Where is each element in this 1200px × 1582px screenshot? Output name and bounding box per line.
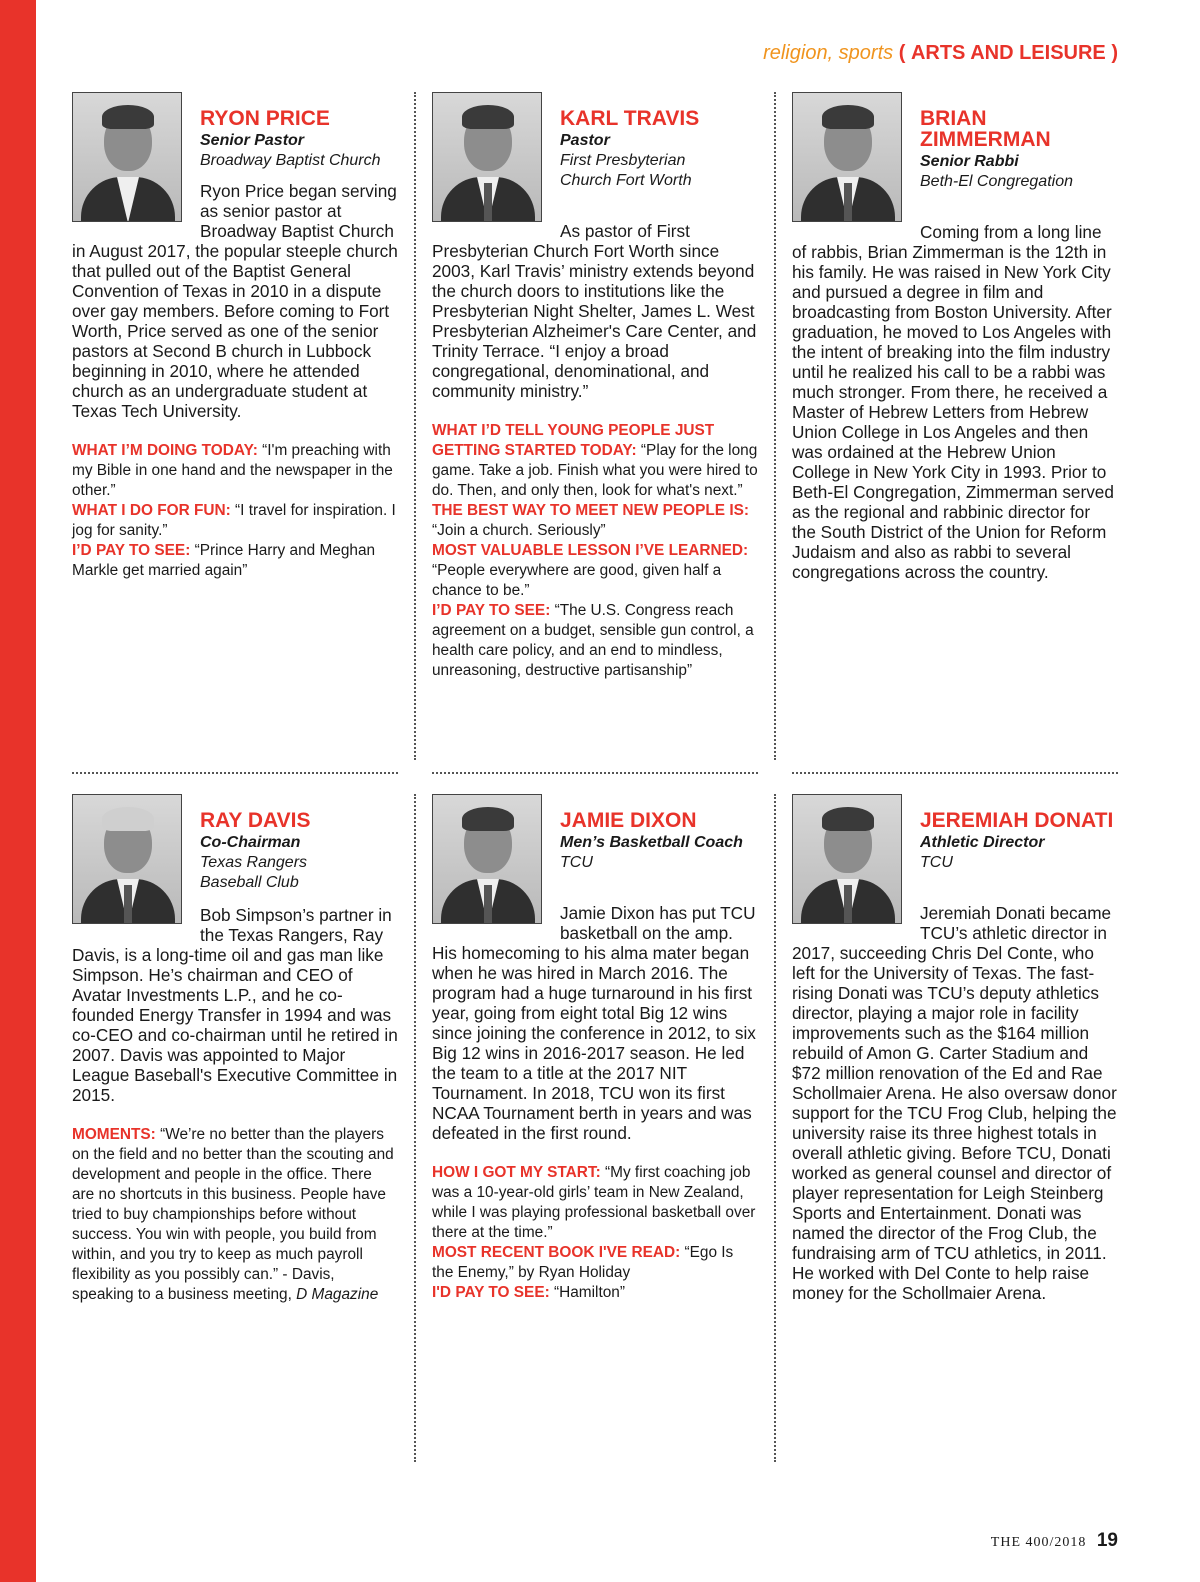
qa-answer: “Ego Is the Enemy,” by Ryan Holiday [432, 1244, 734, 1281]
qa-item [432, 1163, 758, 1243]
qa-label: MOST VALUABLE LESSON I’VE LEARNED: [432, 542, 749, 559]
portrait-photo [792, 794, 902, 924]
qa-answer: “The U.S. Congress reach agreement on a budget, sensible gun control, a health care policy, and an end to mindless, unreasoning, destructive partisanship” [432, 602, 754, 679]
bio-paragraph: Coming from a long line of rabbis, Brian Zimmerman is the 12th in his family. He was raised in New York City and pursued a degree in film and broadcasting from Boston University. After graduation, he moved to Los Angeles with the intent of breaking into the film industry until he realized his call to be a rabbi was much stronger. From there, he received a Master of Hebrew Letters from Hebrew Union College in Los Angeles and then was ordained at the Hebrew Union College in New York City in 1993. Prior to Beth-El Congregation, Zimmerman served as the regional and rabbinic director for the South District of the Union for Reform Judaism and also as rabbi to several congregations across the country. [792, 222, 1114, 582]
person-organization: Broadway Baptist Church [200, 152, 381, 169]
profile-ryon-price [72, 92, 398, 581]
qa-answer: “People everywhere are good, given half a chance to be.” [432, 562, 722, 599]
qa-answer: “We’re no better than the players on the field and no better than the scouting and development and people in the office. There are no shortcuts in this business. People have tried to buy championships before without success. You win with people, you build from within, and you try to keep as much payroll flexibility as you possibly can.” - Davis, speaking to a business meeting, [72, 1126, 394, 1303]
person-organization: Beth-El Congregation [920, 173, 1073, 190]
person-title: Men’s Basketball Coach [560, 834, 743, 851]
row-divider-2 [432, 772, 758, 774]
qa-item [432, 541, 758, 601]
qa-answer: “Prince Harry and Meghan Markle get married again” [72, 542, 376, 579]
person-organization: TCU [920, 854, 953, 871]
qa-answer: “My first coaching job was a 10-year-old girls’ team in New Zealand, while I was playing professional basketball over there at the time.” [432, 1164, 756, 1241]
magazine-name: THE 400/2018 [990, 1535, 1087, 1550]
person-name: RYON PRICE [200, 107, 330, 130]
profile-brian-zimmerman [792, 92, 1118, 582]
person-organization: First Presbyterian Church Fort Worth [560, 152, 692, 189]
qa-item [432, 1243, 758, 1283]
bio-paragraph: Bob Simpson’s partner in the Texas Rangers, Ray Davis, is a long-time oil and gas man like Simpson. He’s chairman and CEO of Avatar Investments L.P., and he co-founded Energy Transfer in 1994 and was co-CEO and co-chairman until he retired in 2007. Davis was appointed to Major League Baseball's Executive Committee in 2015. [72, 905, 398, 1105]
portrait-photo [72, 794, 182, 924]
person-title: Athletic Director [920, 834, 1045, 851]
qa-answer: “I'm preaching with my Bible in one hand and the newspaper in the other.” [72, 442, 393, 499]
qa-item [432, 1283, 758, 1303]
column-divider-bottom-2 [774, 794, 776, 1462]
portrait-photo [432, 92, 542, 222]
qa-answer: “Join a church. Seriously” [432, 522, 606, 539]
bio-paragraph: Ryon Price began serving as senior pastor at Broadway Baptist Church in August 2017, the popular steeple church that pulled out of the Baptist General Convention of Texas in 2010 in a dispute over gay members. Before coming to Fort Worth, Price served as one of the senior pastors at Second B church in Lubbock beginning in 2010, where he attended church as an undergraduate student at Texas Tech University. [72, 181, 398, 421]
person-title: Pastor [560, 132, 610, 149]
person-name: JAMIE DIXON [560, 809, 697, 832]
red-edge-bar [0, 0, 36, 1582]
person-title: Senior Rabbi [920, 153, 1019, 170]
qa-item [72, 441, 398, 501]
qa-label: MOST RECENT BOOK I'VE READ: [432, 1244, 681, 1261]
section-header [763, 42, 1118, 65]
portrait-photo [432, 794, 542, 924]
bio-paragraph: As pastor of First Presbyterian Church Fort Worth since 2003, Karl Travis’ ministry extends beyond the church doors to institutions like the Presbyterian Night Shelter, James L. West Presbyterian Alzheimer's Care Center, and Trinity Terrace. “I enjoy a broad congregational, denominational, and community ministry.” [432, 221, 757, 401]
qa-item [72, 501, 398, 541]
qa-item [432, 601, 758, 681]
bio-paragraph: Jamie Dixon has put TCU basketball on the amp. His homecoming to his alma mater began when he was hired in March 2016. The program had a huge turnaround in his first year, going from eight total Big 12 wins since joining the conference in 2012, to six Big 12 wins in 2016-2017 season. He led the team to a title at the 2017 NIT Tournament. In 2018, TCU won its first NCAA Tournament berth in years and was defeated in the first round. [432, 903, 756, 1143]
section-paren-open: ( [898, 42, 906, 64]
column-divider-top-2 [774, 92, 776, 760]
page-number: 19 [1096, 1530, 1118, 1551]
section-paren-close: ) [1111, 42, 1118, 64]
portrait-photo [792, 92, 902, 222]
person-title: Senior Pastor [200, 132, 305, 149]
qa-label: WHAT I’M DOING TODAY: [72, 442, 258, 459]
qa-label: WHAT I DO FOR FUN: [72, 502, 231, 519]
profile-jamie-dixon [432, 794, 758, 1303]
column-divider-top-1 [414, 92, 416, 760]
person-name: RAY DAVIS [200, 809, 311, 832]
qa-answer: “Play for the long game. Take a job. Finish what you were hired to do. Then, and only then, look for what's next.” [432, 442, 758, 499]
person-title: Co-Chairman [200, 834, 301, 851]
qa-item [72, 541, 398, 581]
qa-label: HOW I GOT MY START: [432, 1164, 601, 1181]
bio-paragraph: Jeremiah Donati became TCU’s athletic director in 2017, succeeding Chris Del Conte, who left for the University of Texas. The fast-rising Donati was TCU’s deputy athletics director, playing a major role in facility improvements such as the $164 million rebuild of Amon G. Carter Stadium and $72 million renovation of the Ed and Rae Schollmaier Arena. He also oversaw donor support for the TCU Frog Club, helping the university raise its three highest totals in overall athletic giving. Before TCU, Donati worked as general counsel and director of player representation for Leigh Steinberg Sports and Entertainment. Donati was named the director of the Frog Club, the fundraising arm of TCU athletics, in 2011. He worked with Del Conte to help raise money for the Schollmaier Arena. [792, 903, 1117, 1303]
qa-label: I’D PAY TO SEE: [72, 542, 191, 559]
qa-item [432, 501, 758, 541]
qa-item [72, 1125, 398, 1305]
qa-source: D Magazine [296, 1286, 379, 1303]
person-organization: Texas Rangers Baseball Club [200, 854, 308, 891]
section-title: ARTS AND LEISURE [910, 42, 1106, 64]
person-organization: TCU [560, 854, 593, 871]
section-subtopics: religion, sports [763, 42, 894, 64]
profile-ray-davis [72, 794, 398, 1305]
column-divider-bottom-1 [414, 794, 416, 1462]
qa-answer: “I travel for inspiration. I jog for sanity.” [72, 502, 396, 539]
row-divider-3 [792, 772, 1118, 774]
qa-label: THE BEST WAY TO MEET NEW PEOPLE IS: [432, 502, 749, 519]
profile-karl-travis [432, 92, 758, 681]
portrait-photo [72, 92, 182, 222]
qa-answer: “Hamilton” [549, 1284, 625, 1301]
qa-label: I’D PAY TO SEE: [432, 602, 551, 619]
person-name: JEREMIAH DONATI [920, 809, 1114, 832]
profile-jeremiah-donati [792, 794, 1118, 1303]
qa-item [432, 421, 758, 501]
person-name: KARL TRAVIS [560, 107, 700, 130]
page-footer [991, 1530, 1118, 1552]
person-name: BRIAN ZIMMERMAN [920, 107, 1051, 151]
qa-label: I'D PAY TO SEE: [432, 1284, 550, 1301]
row-divider-1 [72, 772, 398, 774]
qa-label: WHAT I’D TELL YOUNG PEOPLE JUST GETTING STARTED TODAY: [432, 422, 715, 459]
qa-label: MOMENTS: [72, 1126, 156, 1143]
